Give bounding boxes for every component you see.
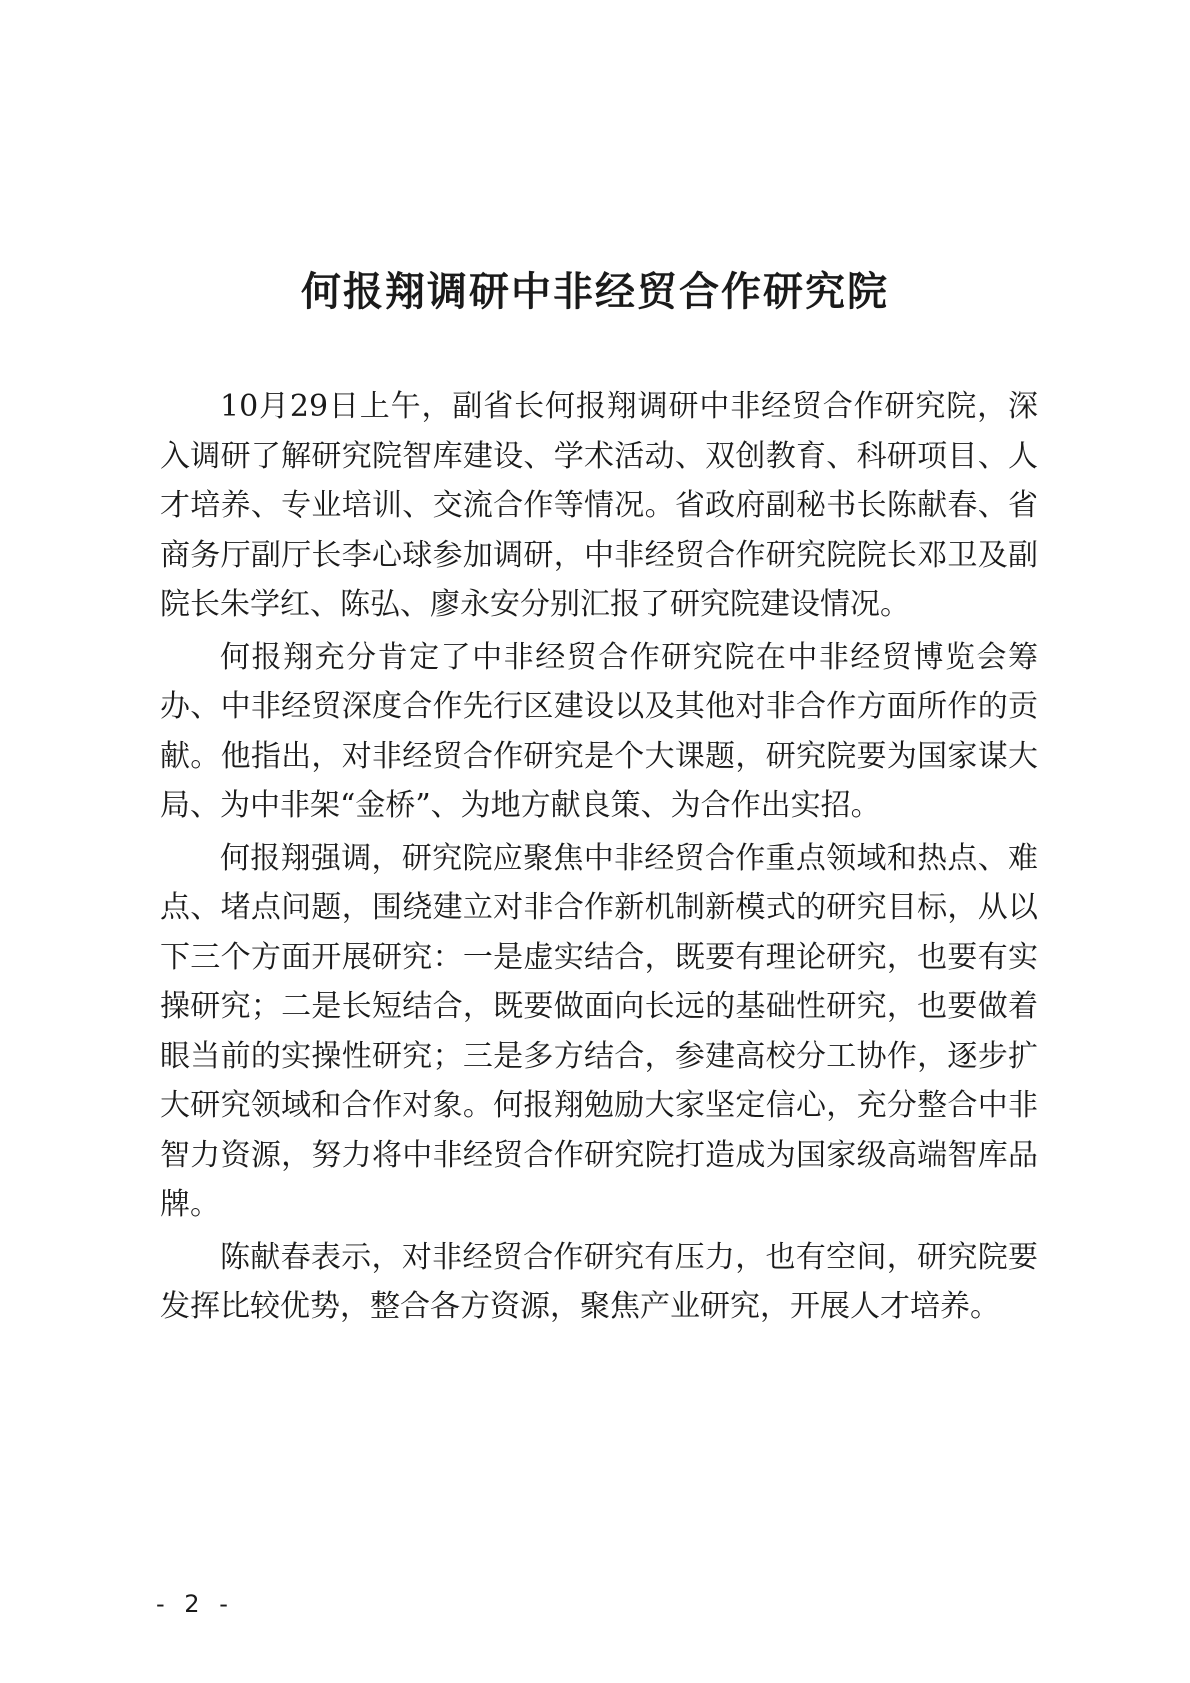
paragraph-4: 陈献春表示，对非经贸合作研究有压力，也有空间，研究院要发挥比较优势，整合各方资源，聚焦产业研究，开展人才培养。 <box>160 1239 1038 1324</box>
paragraph-3: 何报翔强调，研究院应聚焦中非经贸合作重点领域和热点、难点、堵点问题，围绕建立对非合作新机制新模式的研究目标，从以下三个方面开展研究：一是虚实结合，既要有理论研究，也要有实操研究；二是长短结合，既要做面向长远的基础性研究，也要做着眼当前的实操性研究；三是多方结合，参建高校分工协作，逐步扩大研究领域和合作对象。何报翔勉励大家坚定信心，充分整合中非智力资源，努力将中非经贸合作研究院打造成为国家级高端智库品牌。 <box>160 840 1038 1222</box>
paragraph-2: 何报翔充分肯定了中非经贸合作研究院在中非经贸博览会筹办、中非经贸深度合作先行区建设以及其他对非合作方面所作的贡献。他指出，对非经贸合作研究是个大课题，研究院要为国家谋大局、为中非架“金桥”、为地方献良策、为合作出实招。 <box>160 639 1038 823</box>
paragraph-1: 10月29日上午，副省长何报翔调研中非经贸合作研究院，深入调研了解研究院智库建设、学术活动、双创教育、科研项目、人才培养、专业培训、交流合作等情况。省政府副秘书长陈献春、省商务厅副厅长李心球参加调研，中非经贸合作研究院院长邓卫及副院长朱学红、陈弘、廖永安分别汇报了研究院建设情况。 <box>160 389 1038 622</box>
document-title: 何报翔调研中非经贸合作研究院 <box>301 269 889 315</box>
document-body <box>160 382 1038 1335</box>
page-number: - 2 - <box>156 1590 234 1618</box>
